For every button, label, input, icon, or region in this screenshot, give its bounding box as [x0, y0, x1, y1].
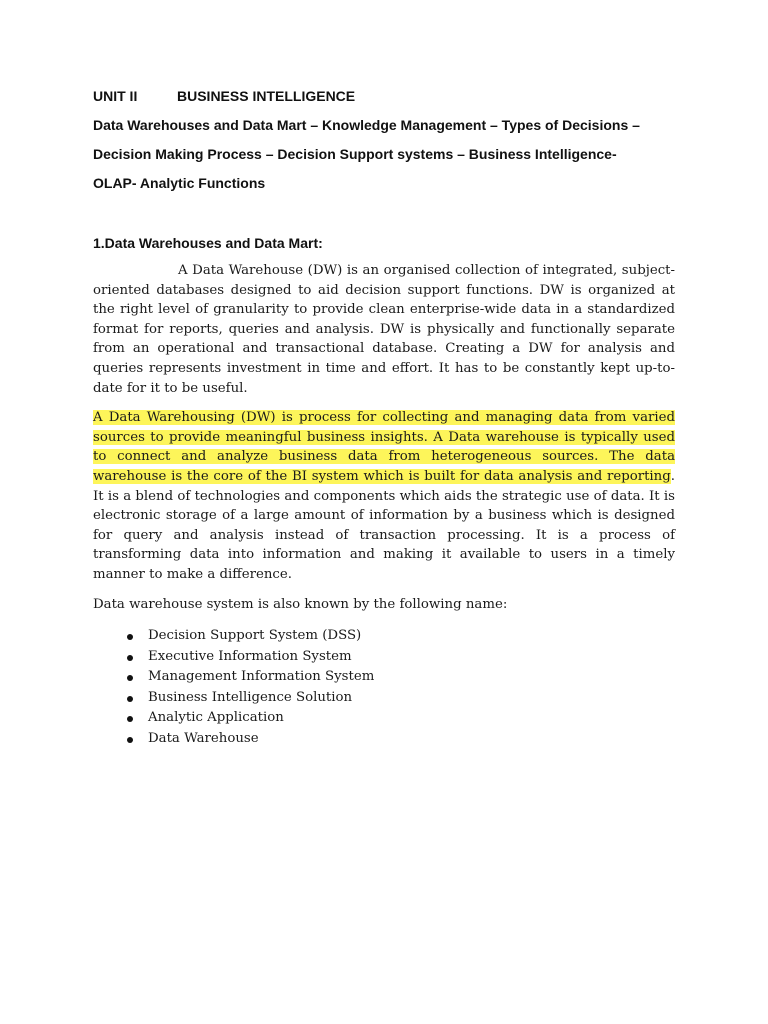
bullet-icon: [127, 675, 133, 681]
intro-paragraph: A Data Warehouse (DW) is an organised collection of integrated, subject-oriented databases designed to aid decision support functions. DW is organized at the right level of granularity to provide clean enterprise-wide data in a standardized format for reports, queries and analysis. DW is physically and functionally separate from an operational and transactional database. Creating a DW for analysis and queries represents investment in time and effort. It has to be constantly kept up-to-date for it to be useful.: [93, 263, 675, 396]
list-item-text: Management Information System: [148, 669, 375, 685]
topics-line-2: Decision Making Process – Decision Support systems – Business Intelligence-: [93, 146, 617, 162]
list-item-text: Analytic Application: [148, 710, 284, 726]
list-item: [93, 688, 675, 709]
list-item: [93, 667, 675, 688]
list-item-text: Executive Information System: [148, 648, 352, 664]
paragraph-continuation: . It is a blend of technologies and components which aids the strategic use of data. It is electronic storage of a large amount of information by a business which is designed for query and analysis instead of transaction processing. It is a process of transforming data into information and making it available to users in a timely manner to make a difference.: [93, 468, 675, 582]
document-page: [93, 86, 675, 749]
list-item-text: Business Intelligence Solution: [148, 689, 353, 705]
bullet-icon: [127, 737, 133, 743]
list-item-text: Data Warehouse: [148, 730, 259, 746]
section-heading: 1.Data Warehouses and Data Mart:: [93, 235, 323, 251]
topics-line-1: Data Warehouses and Data Mart – Knowledge Management – Types of Decisions –: [93, 117, 640, 133]
unit-label: UNIT II: [93, 88, 138, 104]
list-item: [93, 708, 675, 729]
list-item-text: Decision Support System (DSS): [148, 628, 362, 644]
unit-heading: [93, 86, 675, 106]
warehousing-paragraph: [93, 408, 675, 584]
names-list: [93, 626, 675, 749]
topics-line-3: OLAP- Analytic Functions: [93, 175, 266, 191]
bullet-icon: [127, 655, 133, 661]
bullet-icon: [127, 634, 133, 640]
bullet-icon: [127, 696, 133, 702]
list-item: [93, 626, 675, 647]
highlighted-text: A Data Warehousing (DW) is process for collecting and managing data from varied sources to provide meaningful business insights. A Data warehouse is typically used to connect and analyze business data from heterogeneous sources. The data warehouse is the core of the BI system which is built for data analysis and reporting: [93, 410, 675, 484]
list-item: [93, 729, 675, 750]
names-intro: Data warehouse system is also known by the following name:: [93, 596, 508, 612]
bullet-icon: [127, 716, 133, 722]
unit-title: BUSINESS INTELLIGENCE: [177, 88, 356, 104]
list-item: [93, 647, 675, 668]
